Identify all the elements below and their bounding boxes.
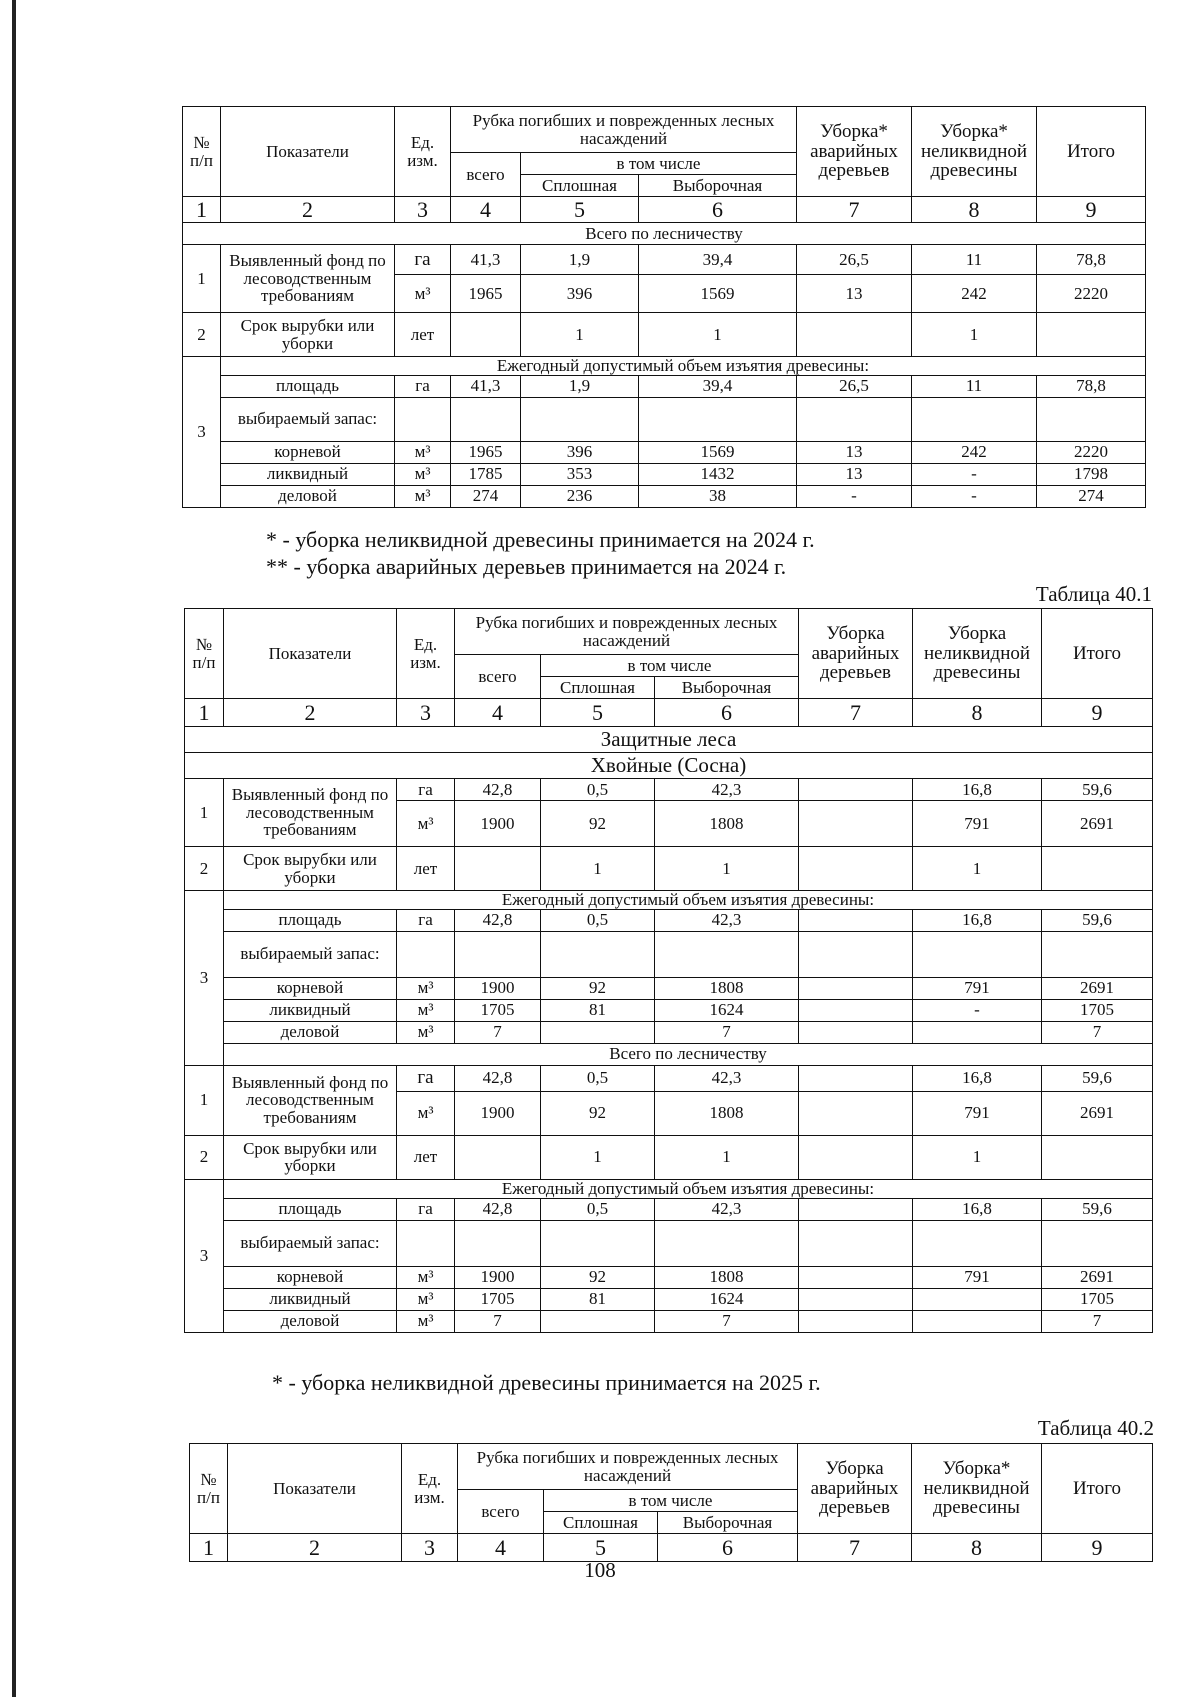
cell: 236	[521, 485, 639, 507]
cell: 16,8	[913, 1065, 1042, 1091]
col-num: 6	[655, 699, 799, 727]
table-caption: Таблица 40.2	[1037, 1416, 1154, 1440]
header-v-tom-chisle: в том числе	[521, 153, 797, 175]
header-itogo: Итого	[1042, 1444, 1153, 1534]
cell: 7	[455, 1310, 541, 1332]
cell: 1705	[455, 999, 541, 1021]
cell: 1798	[1037, 463, 1146, 485]
col-num: 5	[521, 197, 639, 223]
unit: м³	[395, 463, 451, 485]
cell: 16,8	[913, 1198, 1042, 1220]
col-num: 1	[183, 197, 221, 223]
row-label-srok: Срок вырубки или уборки	[224, 1135, 397, 1179]
cell	[799, 801, 913, 847]
col-num: 8	[912, 1534, 1042, 1562]
unit: га	[395, 375, 451, 397]
cell: 42,3	[655, 779, 799, 801]
cell: 41,3	[451, 245, 521, 275]
cell: 1569	[639, 275, 797, 313]
cell: 1	[655, 1135, 799, 1179]
cell: 2691	[1042, 1091, 1153, 1135]
cell: 0,5	[541, 779, 655, 801]
cell: 7	[1042, 1021, 1153, 1043]
col-num: 9	[1037, 197, 1146, 223]
row-label-srok: Срок вырубки или уборки	[224, 847, 397, 891]
cell: 92	[541, 1266, 655, 1288]
cell: 2691	[1042, 1266, 1153, 1288]
footnote: * - уборка неликвидной древесины принимается на 2025 г.	[272, 1370, 821, 1395]
header-vyborochnaya: Выборочная	[658, 1512, 798, 1534]
cell: 0,5	[541, 1198, 655, 1220]
header-vsego: всего	[458, 1490, 544, 1534]
cell: 2220	[1037, 275, 1146, 313]
unit: м³	[397, 801, 455, 847]
row-index: 2	[183, 313, 221, 357]
cell: 1808	[655, 1266, 799, 1288]
col-num: 8	[913, 699, 1042, 727]
unit: м³	[397, 1288, 455, 1310]
cell: 1	[639, 313, 797, 357]
cell: 2691	[1042, 977, 1153, 999]
row-index: 2	[185, 847, 224, 891]
col-num: 2	[221, 197, 395, 223]
row-label-likvidny: ликвидный	[224, 999, 397, 1021]
cell: 353	[521, 463, 639, 485]
unit: м³	[397, 1091, 455, 1135]
row-index: 3	[185, 1179, 224, 1332]
cell: 78,8	[1037, 375, 1146, 397]
cell: 11	[912, 245, 1037, 275]
header-num: № п/п	[185, 609, 224, 699]
row-label-ploshad: площадь	[224, 1198, 397, 1220]
unit: м³	[397, 1310, 455, 1332]
cell: 42,8	[455, 909, 541, 931]
col-num: 8	[912, 197, 1037, 223]
header-v-tom-chisle: в том числе	[544, 1490, 798, 1512]
cell	[455, 1135, 541, 1179]
cell: 791	[913, 977, 1042, 999]
cell: 39,4	[639, 245, 797, 275]
unit: м³	[395, 485, 451, 507]
row-index: 3	[185, 891, 224, 1066]
cell: -	[912, 463, 1037, 485]
col-num: 9	[1042, 699, 1153, 727]
header-sploshnaya: Сплошная	[541, 677, 655, 699]
cell	[799, 1266, 913, 1288]
row-label-fond: Выявленный фонд по лесоводственным требованиям	[221, 245, 395, 313]
header-indicators: Показатели	[228, 1444, 402, 1534]
cell: 1	[541, 1135, 655, 1179]
row-label-kornevoy: корневой	[224, 977, 397, 999]
header-uborka-neliq: Уборка неликвидной древесины	[913, 609, 1042, 699]
unit: м³	[397, 1021, 455, 1043]
col-num: 3	[395, 197, 451, 223]
cell: 78,8	[1037, 245, 1146, 275]
unit: га	[395, 245, 451, 275]
cell: 1	[521, 313, 639, 357]
cell	[913, 1021, 1042, 1043]
cell: 1900	[455, 1091, 541, 1135]
cell: 42,8	[455, 1198, 541, 1220]
cell	[455, 847, 541, 891]
cell: 1808	[655, 801, 799, 847]
cell: 791	[913, 1091, 1042, 1135]
cell: 42,3	[655, 909, 799, 931]
col-num: 2	[228, 1534, 402, 1562]
cell: 92	[541, 977, 655, 999]
col-num: 1	[185, 699, 224, 727]
header-uborka-neliq: Уборка* неликвидной древесины	[912, 1444, 1042, 1534]
cell: 42,3	[655, 1065, 799, 1091]
unit: га	[397, 1198, 455, 1220]
row-label-delovoy: деловой	[224, 1310, 397, 1332]
header-num: № п/п	[190, 1444, 228, 1534]
header-uborka-neliq: Уборка* неликвидной древесины	[912, 107, 1037, 197]
unit: га	[397, 779, 455, 801]
cell: 1808	[655, 1091, 799, 1135]
header-rubka: Рубка погибших и поврежденных лесных насаждений	[458, 1444, 798, 1490]
row-label-delovoy: деловой	[221, 485, 395, 507]
cell: 7	[655, 1310, 799, 1332]
cell: 1785	[451, 463, 521, 485]
cell: 41,3	[451, 375, 521, 397]
header-sploshnaya: Сплошная	[521, 175, 639, 197]
cell: 92	[541, 801, 655, 847]
cell: 1624	[655, 999, 799, 1021]
col-num: 3	[402, 1534, 458, 1562]
header-itogo: Итого	[1042, 609, 1153, 699]
row-label-kornevoy: корневой	[221, 441, 395, 463]
header-vyborochnaya: Выборочная	[639, 175, 797, 197]
cell: 81	[541, 1288, 655, 1310]
header-v-tom-chisle: в том числе	[541, 655, 799, 677]
header-itogo: Итого	[1037, 107, 1146, 197]
cell: 13	[797, 441, 912, 463]
cell: 81	[541, 999, 655, 1021]
cell	[799, 999, 913, 1021]
row-label-vybiraemy: выбираемый запас:	[224, 1220, 397, 1266]
cell	[799, 1065, 913, 1091]
cell: 1965	[451, 441, 521, 463]
cell	[913, 1288, 1042, 1310]
section-title: Защитные леса	[185, 727, 1153, 753]
cell: 42,8	[455, 779, 541, 801]
cell: 1808	[655, 977, 799, 999]
col-num: 5	[544, 1534, 658, 1562]
cell: 1900	[455, 1266, 541, 1288]
cell	[799, 1198, 913, 1220]
binding-edge	[12, 0, 16, 1697]
footnote: ** - уборка аварийных деревьев принимается на 2024 г.	[266, 554, 787, 579]
header-unit: Ед. изм.	[395, 107, 451, 197]
unit: м³	[397, 977, 455, 999]
cell: 1624	[655, 1288, 799, 1310]
header-indicators: Показатели	[221, 107, 395, 197]
row-index: 2	[185, 1135, 224, 1179]
table-40-1	[184, 608, 1152, 1333]
cell: 1,9	[521, 375, 639, 397]
header-rubka: Рубка погибших и поврежденных лесных насаждений	[455, 609, 799, 655]
cell: 7	[655, 1021, 799, 1043]
row-label-fond: Выявленный фонд по лесоводственным требованиям	[224, 1065, 397, 1135]
cell: 16,8	[913, 909, 1042, 931]
header-uborka-avar: Уборка* аварийных деревьев	[797, 107, 912, 197]
header-unit: Ед. изм.	[402, 1444, 458, 1534]
section-title: Всего по лесничеству	[183, 223, 1146, 245]
cell: 7	[1042, 1310, 1153, 1332]
cell: 42,3	[655, 1198, 799, 1220]
row-index: 1	[185, 1065, 224, 1135]
row-label-likvidny: ликвидный	[224, 1288, 397, 1310]
row-label-ploshad: площадь	[224, 909, 397, 931]
cell: 1	[655, 847, 799, 891]
cell: 1	[541, 847, 655, 891]
col-num: 4	[451, 197, 521, 223]
cell: 1569	[639, 441, 797, 463]
section-title: Всего по лесничеству	[224, 1043, 1153, 1065]
cell: 38	[639, 485, 797, 507]
cell	[799, 1288, 913, 1310]
cell: 26,5	[797, 375, 912, 397]
cell: 59,6	[1042, 1065, 1153, 1091]
cell	[799, 847, 913, 891]
col-num: 4	[455, 699, 541, 727]
cell: 791	[913, 1266, 1042, 1288]
cell: 396	[521, 275, 639, 313]
page-number: 108	[584, 1558, 616, 1582]
unit: га	[397, 1065, 455, 1091]
cell: 0,5	[541, 1065, 655, 1091]
cell: 1,9	[521, 245, 639, 275]
cell: 1	[913, 1135, 1042, 1179]
col-num: 6	[658, 1534, 798, 1562]
cell: 39,4	[639, 375, 797, 397]
cell	[799, 909, 913, 931]
cell: 16,8	[913, 779, 1042, 801]
col-num: 7	[797, 197, 912, 223]
section-annual: Ежегодный допустимый объем изъятия древесины:	[224, 1179, 1153, 1198]
cell	[541, 1021, 655, 1043]
cell: 1432	[639, 463, 797, 485]
col-num: 4	[458, 1534, 544, 1562]
row-index: 3	[183, 357, 221, 508]
cell	[541, 1310, 655, 1332]
header-uborka-avar: Уборка аварийных деревьев	[798, 1444, 912, 1534]
row-index: 1	[185, 779, 224, 847]
cell: 11	[912, 375, 1037, 397]
header-num: № п/п	[183, 107, 221, 197]
cell	[1042, 1135, 1153, 1179]
cell: 1	[912, 313, 1037, 357]
header-unit: Ед. изм.	[397, 609, 455, 699]
cell	[799, 1310, 913, 1332]
cell: 59,6	[1042, 1198, 1153, 1220]
cell	[799, 1135, 913, 1179]
row-label-srok: Срок вырубки или уборки	[221, 313, 395, 357]
cell: 92	[541, 1091, 655, 1135]
section-subtitle: Хвойные (Сосна)	[185, 753, 1153, 779]
header-vyborochnaya: Выборочная	[655, 677, 799, 699]
row-label-vybiraemy: выбираемый запас:	[224, 931, 397, 977]
cell: 1705	[1042, 999, 1153, 1021]
cell	[799, 977, 913, 999]
cell: 59,6	[1042, 909, 1153, 931]
cell: 242	[912, 441, 1037, 463]
cell: 26,5	[797, 245, 912, 275]
cell: 274	[1037, 485, 1146, 507]
cell	[799, 779, 913, 801]
header-uborka-avar: Уборка аварийных деревьев	[799, 609, 913, 699]
col-num: 9	[1042, 1534, 1153, 1562]
cell	[1042, 847, 1153, 891]
cell: -	[912, 485, 1037, 507]
cell: 1900	[455, 977, 541, 999]
unit: га	[397, 909, 455, 931]
row-index: 1	[183, 245, 221, 313]
section-annual: Ежегодный допустимый объем изъятия древесины:	[224, 891, 1153, 910]
cell	[799, 1021, 913, 1043]
cell	[1037, 313, 1146, 357]
cell: 0,5	[541, 909, 655, 931]
footnote: * - уборка неликвидной древесины принимается на 2024 г.	[266, 527, 815, 552]
cell	[799, 1091, 913, 1135]
cell: 791	[913, 801, 1042, 847]
row-label-delovoy: деловой	[224, 1021, 397, 1043]
col-num: 7	[799, 699, 913, 727]
cell: 1705	[455, 1288, 541, 1310]
cell: 7	[455, 1021, 541, 1043]
table-40-2	[189, 1443, 1152, 1562]
col-num: 2	[224, 699, 397, 727]
cell: 2691	[1042, 801, 1153, 847]
cell: 1	[913, 847, 1042, 891]
row-label-kornevoy: корневой	[224, 1266, 397, 1288]
cell	[451, 313, 521, 357]
table-1	[182, 106, 1145, 508]
row-label-ploshad: площадь	[221, 375, 395, 397]
cell: 1900	[455, 801, 541, 847]
col-num: 3	[397, 699, 455, 727]
unit: м³	[395, 275, 451, 313]
header-indicators: Показатели	[224, 609, 397, 699]
cell: 1965	[451, 275, 521, 313]
table-caption: Таблица 40.1	[1035, 582, 1152, 606]
cell: 1705	[1042, 1288, 1153, 1310]
cell: 13	[797, 463, 912, 485]
unit: м³	[395, 441, 451, 463]
header-vsego: всего	[455, 655, 541, 699]
header-rubka: Рубка погибших и поврежденных лесных насаждений	[451, 107, 797, 153]
col-num: 6	[639, 197, 797, 223]
cell: 13	[797, 275, 912, 313]
cell: 42,8	[455, 1065, 541, 1091]
row-label-fond: Выявленный фонд по лесоводственным требованиям	[224, 779, 397, 847]
unit: м³	[397, 999, 455, 1021]
cell: 242	[912, 275, 1037, 313]
cell: -	[797, 485, 912, 507]
cell	[797, 313, 912, 357]
row-label-likvidny: ликвидный	[221, 463, 395, 485]
header-vsego: всего	[451, 153, 521, 197]
row-label-vybiraemy: выбираемый запас:	[221, 397, 395, 441]
cell: 396	[521, 441, 639, 463]
cell	[913, 1310, 1042, 1332]
col-num: 7	[798, 1534, 912, 1562]
cell: -	[913, 999, 1042, 1021]
col-num: 1	[190, 1534, 228, 1562]
unit: лет	[397, 847, 455, 891]
cell: 2220	[1037, 441, 1146, 463]
unit: лет	[397, 1135, 455, 1179]
cell: 274	[451, 485, 521, 507]
unit: лет	[395, 313, 451, 357]
section-annual: Ежегодный допустимый объем изъятия древесины:	[221, 357, 1146, 376]
cell: 59,6	[1042, 779, 1153, 801]
col-num: 5	[541, 699, 655, 727]
header-sploshnaya: Сплошная	[544, 1512, 658, 1534]
unit: м³	[397, 1266, 455, 1288]
